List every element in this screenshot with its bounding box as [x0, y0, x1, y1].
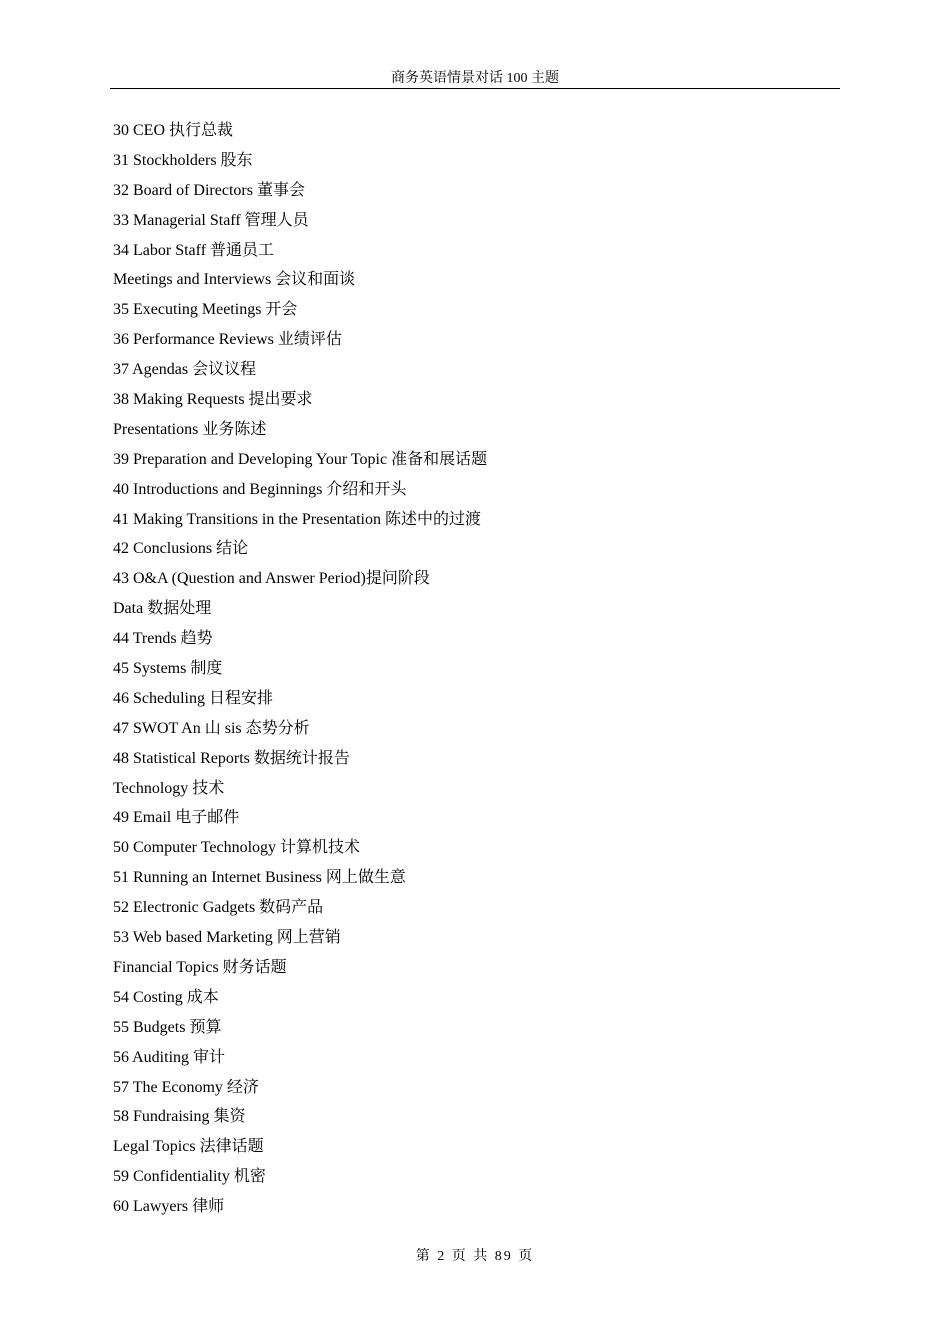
list-item: 55 Budgets 预算	[113, 1018, 222, 1036]
list-item: 60 Lawyers 律师	[113, 1198, 225, 1216]
list-item: 30 CEO 执行总裁	[113, 122, 234, 139]
list-item: 52 Electronic Gadgets 数码产品	[113, 899, 324, 917]
section-heading: Data 数据处理	[113, 600, 212, 618]
list-item: 41 Making Transitions in the Presentation 陈述中的过渡	[113, 510, 482, 528]
list-item: 36 Performance Reviews 业绩评估	[113, 331, 342, 349]
list-item: 45 Systems 制度	[113, 660, 223, 678]
list-item: 58 Fundraising 集资	[113, 1108, 246, 1126]
list-item: 31 Stockholders 股东	[113, 151, 253, 169]
list-item: 38 Making Requests 提出要求	[113, 391, 313, 409]
list-item: 32 Board of Directors 董事会	[113, 181, 305, 199]
list-item: 43 O&A (Question and Answer Period)提问阶段	[113, 570, 430, 588]
list-item: 56 Auditing 审计	[113, 1048, 226, 1066]
list-item: 54 Costing 成本	[113, 988, 219, 1006]
list-item: 51 Running an Internet Business 网上做生意	[113, 869, 406, 887]
list-item: 44 Trends 趋势	[113, 630, 213, 648]
section-heading: Legal Topics 法律话题	[113, 1138, 264, 1156]
section-heading: Presentations 业务陈述	[113, 420, 267, 438]
list-item: 39 Preparation and Developing Your Topic 准备和展话题	[113, 450, 488, 468]
list-item: 40 Introductions and Beginnings 介绍和开头	[113, 480, 407, 498]
section-heading: Meetings and Interviews 会议和面谈	[113, 271, 356, 289]
header-rule	[110, 88, 840, 89]
page-footer: 第 2 页 共 89 页	[415, 1249, 535, 1264]
list-item: 46 Scheduling 日程安排	[113, 689, 273, 707]
section-heading: Technology 技术	[113, 779, 225, 797]
list-item: 50 Computer Technology 计算机技术	[113, 839, 361, 857]
list-item: 47 SWOT An 山 sis 态势分析	[113, 719, 310, 737]
list-item: 53 Web based Marketing 网上营销	[113, 929, 341, 947]
topic-list	[113, 118, 487, 1224]
list-item: 48 Statistical Reports 数据统计报告	[113, 749, 350, 767]
section-heading: Financial Topics 财务话题	[113, 958, 287, 976]
list-item: 33 Managerial Staff 管理人员	[113, 211, 309, 229]
list-item: 37 Agendas 会议议程	[113, 361, 257, 379]
page-header: 商务英语情景对话 100 主题	[391, 71, 559, 86]
list-item: 57 The Economy 经济	[113, 1078, 259, 1096]
list-item: 34 Labor Staff 普通员工	[113, 241, 275, 259]
list-item: 49 Email 电子邮件	[113, 809, 240, 827]
list-item: 42 Conclusions 结论	[113, 540, 249, 558]
list-item: 59 Confidentiality 机密	[113, 1168, 266, 1186]
list-item: 35 Executing Meetings 开会	[113, 301, 298, 319]
